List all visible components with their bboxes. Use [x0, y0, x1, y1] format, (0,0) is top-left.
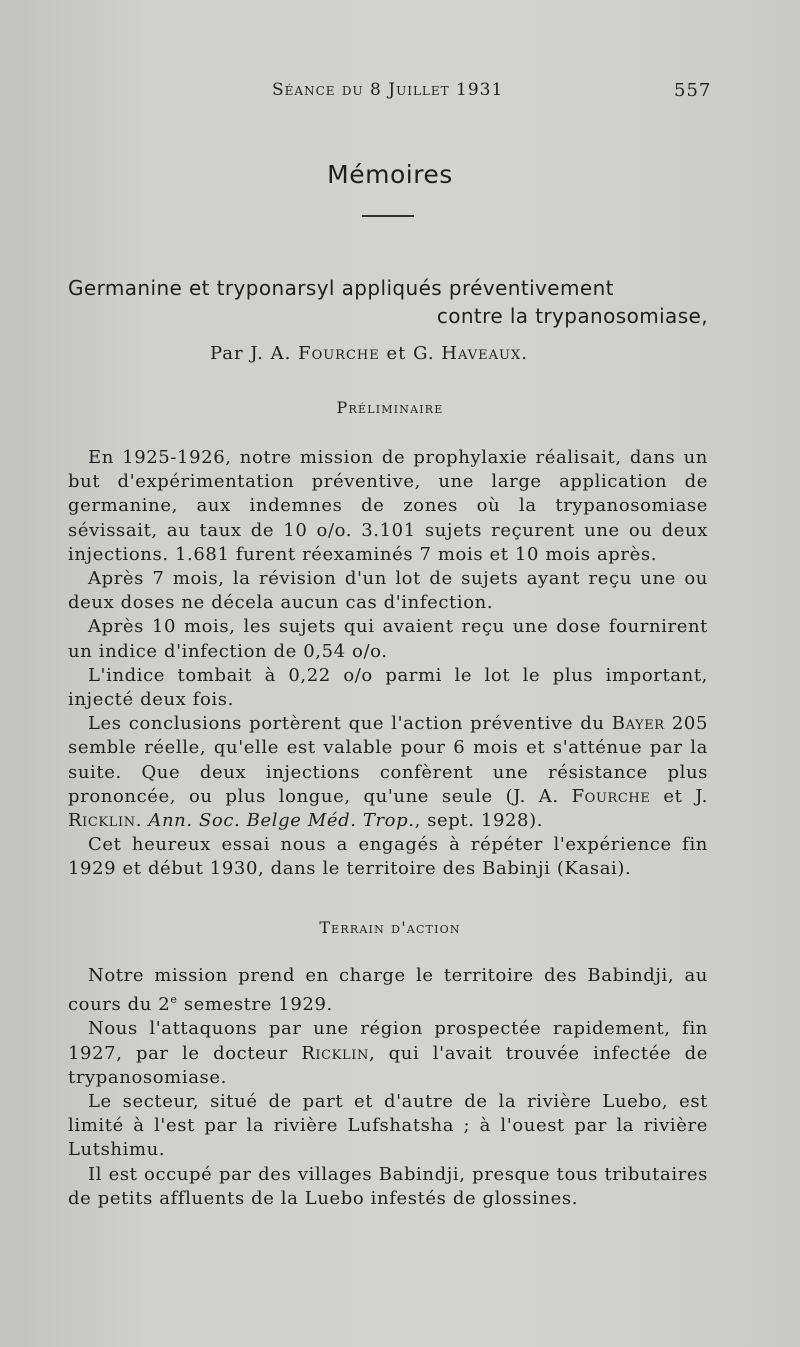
- name-fourche: Fourche: [571, 785, 651, 807]
- text-run: , qui l'avait trouvée infectée de trypanosomiase.: [68, 1042, 708, 1088]
- paragraph: Cet heureux essai nous a engagés à répéter l'expérience fin 1929 et début 1930, dans le territoire des Babinji (Kasai).: [68, 834, 708, 880]
- running-head: Séance du 8 Juillet 1931: [272, 80, 504, 100]
- paragraph: L'indice tombait à 0,22 o/o parmi le lot le plus important, injecté deux fois.: [68, 664, 708, 711]
- section-title: Mémoires: [327, 160, 453, 189]
- byline-suffix: .: [521, 343, 528, 364]
- article-title-line1: Germanine et tryponarsyl appliqués préventivement: [68, 276, 614, 300]
- paragraph: [68, 964, 708, 1017]
- article-title: [68, 274, 708, 330]
- paragraph: [68, 712, 708, 833]
- paragraph: Il est occupé par des villages Babindji, presque tous tributaires de petits affluents de la Luebo infestés de glossines.: [68, 1163, 708, 1209]
- title-rule: [362, 215, 414, 217]
- paragraph: Le secteur, situé de part et d'autre de la rivière Luebo, est limité à l'est par la rivière Lufshatsha ; à l'ouest par la rivière Lutshimu.: [68, 1091, 708, 1161]
- author-fourche: Fourche: [298, 343, 380, 364]
- byline-prefix: Par J. A.: [210, 343, 299, 364]
- text-run: 205 semble réelle, qu'elle est valable pour 6 mois et s'atténue par la suite. Que deux injections confèrent une résistance plus prononcée, ou plus longue, qu'une seule (J. A.: [68, 713, 708, 807]
- section-preliminaire-body: [68, 446, 708, 882]
- text-run: et J.: [650, 785, 708, 807]
- article-title-line2: contre la trypanosomiase,: [436, 304, 708, 328]
- paragraph: En 1925-1926, notre mission de prophylaxie réalisait, dans un but d'expérimentation préventive, une large application de germanine, aux indemnes de zones où la trypanosomiase sévissait, au taux de 10 o/o. 3.101 sujets reçurent une ou deux injections. 1.681 furent réexaminés 7 mois et 10 mois après.: [68, 447, 708, 565]
- name-ricklin: Ricklin: [301, 1042, 369, 1064]
- byline-middle: et G.: [379, 343, 442, 364]
- paragraph: Après 7 mois, la révision d'un lot de sujets ayant reçu une ou deux doses ne décela aucun cas d'infection.: [68, 568, 708, 614]
- superscript: e: [170, 993, 178, 1007]
- text-run: , sept. 1928).: [414, 810, 544, 832]
- text-run: .: [135, 810, 149, 832]
- paragraph: Après 10 mois, les sujets qui avaient reçu une dose fournirent un indice d'infection de 0,54 o/o.: [68, 616, 708, 662]
- heading-preliminaire: Préliminaire: [336, 398, 444, 417]
- journal-title: Ann. Soc. Belge Méd. Trop.: [148, 810, 415, 832]
- name-ricklin: Ricklin: [68, 810, 136, 832]
- text-run: semestre 1929.: [177, 994, 333, 1016]
- heading-terrain: Terrain d'action: [319, 918, 461, 937]
- text-run: Les conclusions portèrent que l'action préventive du: [88, 713, 612, 735]
- name-bayer: Bayer: [611, 713, 665, 735]
- author-haveaux: Haveaux: [441, 343, 522, 364]
- section-terrain-body: [68, 964, 708, 1211]
- paragraph: [68, 1017, 708, 1090]
- text-run: Notre mission prend en charge le territoire des Babindji, au cours du 2: [68, 965, 708, 1016]
- text-run: Nous l'attaquons par une région prospectée rapidement, fin 1927, par le docteur: [68, 1018, 708, 1064]
- page-number: 557: [674, 80, 712, 101]
- byline: [210, 343, 528, 364]
